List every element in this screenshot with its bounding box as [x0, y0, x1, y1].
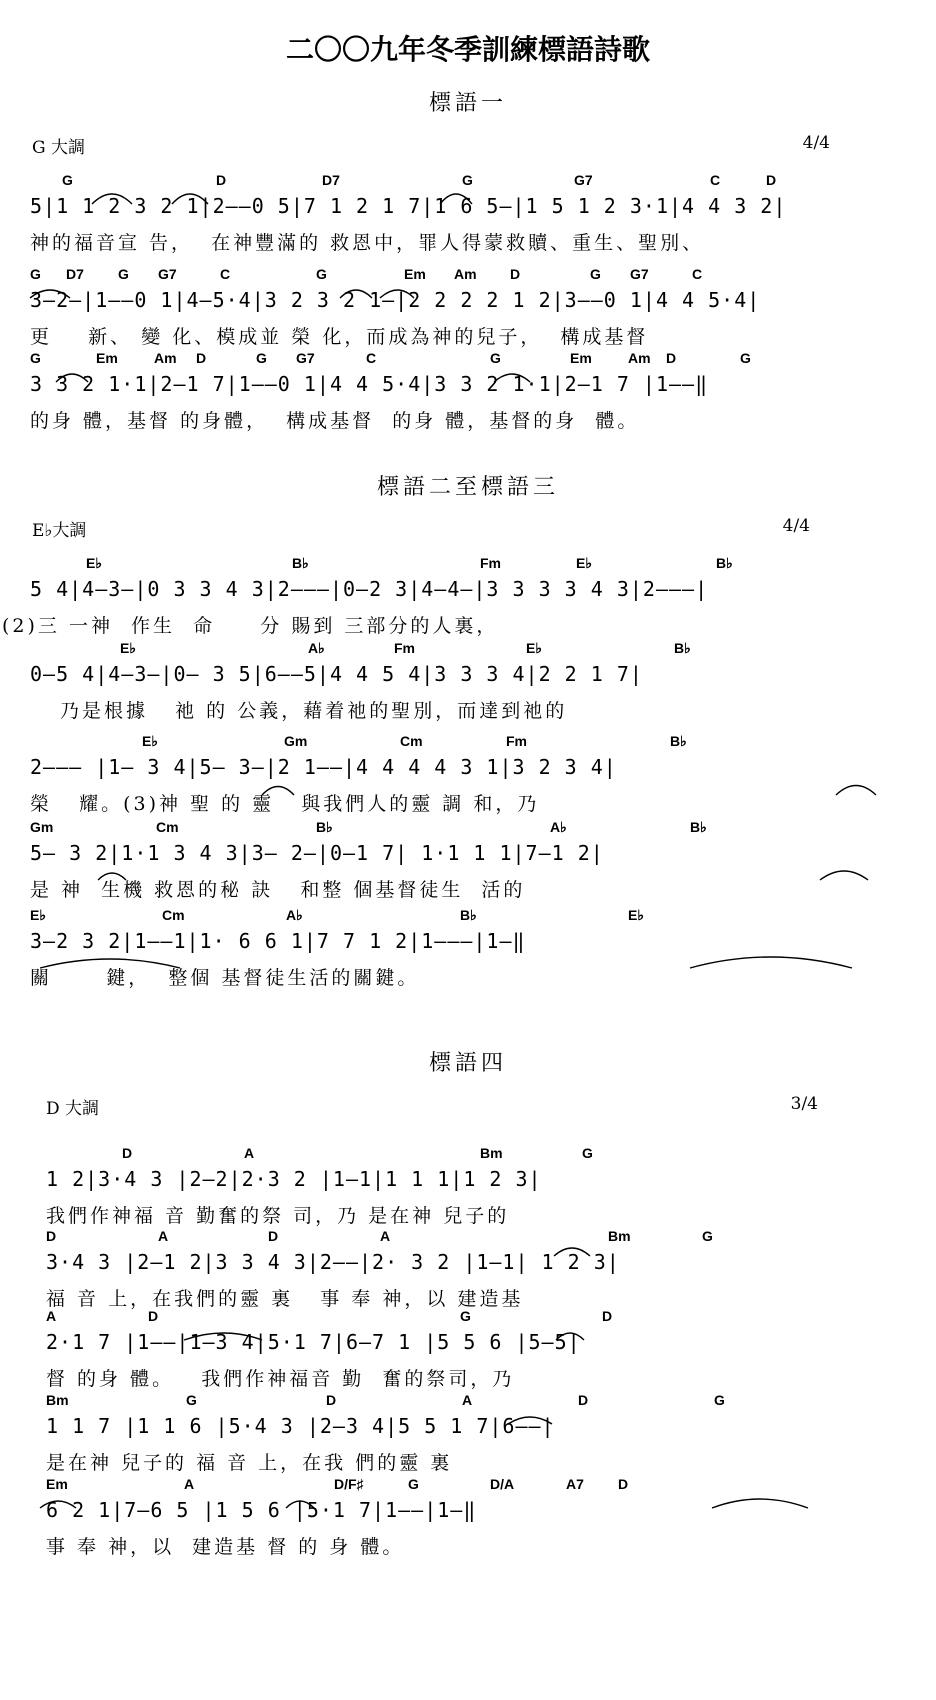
chord-symbol: G — [30, 266, 41, 282]
chord-symbol: D/F♯ — [334, 1476, 364, 1492]
numbered-notation: 6 2 1|7—6 5 |1 5 6 |5·1 7|1——|1—‖ — [46, 1498, 477, 1522]
chord-symbol: G — [462, 172, 473, 188]
lyrics-line: 是 神 生機 救恩的秘 訣 和整 個基督徒生 活的 — [30, 879, 526, 901]
chord-symbol: A — [184, 1476, 195, 1492]
chord-symbol: E♭ — [142, 733, 158, 749]
numbered-notation: 5— 3 2|1·1 3 4 3|3— 2—|0—1 7| 1·1 1 1|7—1 2| — [30, 841, 604, 865]
chord-symbol: B♭ — [716, 555, 733, 571]
chord-symbol: G — [740, 350, 751, 366]
chord-symbol: D — [602, 1308, 613, 1324]
chord-symbol: Cm — [156, 819, 179, 835]
key-signature: E♭大調 — [32, 521, 87, 541]
lyrics-line: 督 的身 體。 我們作神福音 勤 奮的祭司，乃 — [46, 1368, 515, 1390]
chord-symbol: G — [714, 1392, 725, 1408]
chord-symbol: A — [462, 1392, 473, 1408]
section-heading: 標語一 — [428, 91, 507, 116]
chord-symbol: Em — [46, 1476, 68, 1492]
chord-symbol: Cm — [400, 733, 423, 749]
chord-symbol: G — [30, 350, 41, 366]
numbered-notation: 2·1 7 |1——|1—3 4|5·1 7|6—7 1 |5 5 6 |5—5| — [46, 1330, 581, 1354]
numbered-notation: 2——— |1— 3 4|5— 3—|2 1——|4 4 4 4 3 1|3 2 3 4| — [30, 755, 617, 779]
chord-symbol: E♭ — [86, 555, 102, 571]
chord-symbol: A♭ — [308, 640, 325, 656]
chord-symbol: Bm — [46, 1392, 69, 1408]
chord-symbol: E♭ — [526, 640, 542, 656]
chord-symbol: A — [158, 1228, 169, 1244]
lyrics-line: 事 奉 神，以 建造基 督 的 身 體。 — [46, 1536, 405, 1558]
chord-symbol: C — [692, 266, 703, 282]
chord-symbol: Gm — [30, 819, 54, 835]
numbered-notation: 3 3 2 1·1|2—1 7|1——0 1|4 4 5·4|3 3 2 1·1|2—1 7 |1——‖ — [30, 372, 709, 396]
chord-symbol: Fm — [506, 733, 527, 749]
chord-symbol: B♭ — [670, 733, 687, 749]
chord-symbol: Bm — [480, 1145, 503, 1161]
chord-symbol: B♭ — [690, 819, 707, 835]
chord-symbol: G7 — [158, 266, 177, 282]
chord-symbol: D — [122, 1145, 133, 1161]
chord-symbol: D — [766, 172, 777, 188]
chord-symbol: G7 — [296, 350, 315, 366]
chord-symbol: D — [666, 350, 677, 366]
key-signature: G 大調 — [32, 138, 85, 158]
chord-symbol: D7 — [66, 266, 84, 282]
numbered-notation: 1 1 7 |1 1 6 |5·4 3 |2—3 4|5 5 1 7|6——| — [46, 1414, 555, 1438]
section-heading: 標語四 — [428, 1051, 507, 1076]
chord-symbol: D — [618, 1476, 629, 1492]
chord-symbol: E♭ — [576, 555, 592, 571]
time-signature: 4/4 — [782, 516, 810, 536]
chord-symbol: D — [216, 172, 227, 188]
time-signature: 3/4 — [790, 1094, 818, 1114]
chord-symbol: Fm — [394, 640, 415, 656]
numbered-notation: 5|1 1 2 3 2 1|2——0 5|7 1 2 1 7|1 6 5—|1 5 1 2 3·1|4 4 3 2| — [30, 194, 787, 218]
chord-symbol: D — [268, 1228, 279, 1244]
chord-symbol: C — [710, 172, 721, 188]
chord-symbol: G — [460, 1308, 471, 1324]
chord-symbol: Gm — [284, 733, 308, 749]
chord-symbol: D — [578, 1392, 589, 1408]
chord-symbol: D — [148, 1308, 159, 1324]
chord-symbol: A — [46, 1308, 57, 1324]
chord-symbol: D — [196, 350, 207, 366]
key-signature: D 大調 — [46, 1099, 100, 1119]
chord-symbol: G — [490, 350, 501, 366]
chord-symbol: G — [702, 1228, 713, 1244]
numbered-notation: 3·4 3 |2—1 2|3 3 4 3|2——|2· 3 2 |1—1| 1 2 3| — [46, 1250, 620, 1274]
chord-symbol: Em — [404, 266, 426, 282]
chord-symbol: Am — [154, 350, 177, 366]
lyrics-line: 是在神 兒子的 福 音 上，在我 們的靈 裏 — [46, 1452, 453, 1474]
chord-symbol: G — [256, 350, 267, 366]
chord-symbol: A♭ — [550, 819, 567, 835]
lyrics-line: 關 鍵， 整個 基督徒生活的關鍵。 — [30, 967, 420, 989]
chord-symbol: B♭ — [292, 555, 309, 571]
chord-symbol: A — [380, 1228, 391, 1244]
chord-symbol: B♭ — [674, 640, 691, 656]
chord-symbol: G — [316, 266, 327, 282]
chord-symbol: Am — [454, 266, 477, 282]
chord-symbol: G — [590, 266, 601, 282]
chord-symbol: G — [582, 1145, 593, 1161]
chord-symbol: G7 — [630, 266, 649, 282]
chord-symbol: G — [186, 1392, 197, 1408]
chord-symbol: Am — [628, 350, 651, 366]
chord-symbol: C — [220, 266, 231, 282]
chord-symbol: G — [62, 172, 73, 188]
chord-symbol: C — [366, 350, 377, 366]
chord-symbol: D7 — [322, 172, 340, 188]
chord-symbol: A♭ — [286, 907, 303, 923]
chord-symbol: E♭ — [628, 907, 644, 923]
numbered-notation: 5 4|4—3—|0 3 3 4 3|2———|0—2 3|4—4—|3 3 3 3 4 3|2———| — [30, 577, 709, 601]
lyrics-line: (2)三 一神 作生 命 分 賜到 三部分的人裏， — [2, 615, 499, 637]
numbered-notation: 0—5 4|4—3—|0— 3 5|6——5|4 4 5 4|3 3 3 4|2 2 1 7| — [30, 662, 643, 686]
chord-symbol: Fm — [480, 555, 501, 571]
chord-symbol: Cm — [162, 907, 185, 923]
chord-symbol: D — [326, 1392, 337, 1408]
chord-symbol: D — [510, 266, 521, 282]
chord-symbol: G — [118, 266, 129, 282]
numbered-notation: 3—2—|1——0 1|4—5·4|3 2 3 2 1—|2 2 2 2 1 2|3——0 1|4 4 5·4| — [30, 288, 761, 312]
lyrics-line: 福 音 上，在我們的靈 裏 事 奉 神，以 建造基 — [46, 1288, 524, 1310]
lyrics-line: 乃是根據 祂 的 公義，藉着祂的聖別，而達到祂的 — [60, 700, 568, 722]
lyrics-line: 的身 體，基督 的身體， 構成基督 的身 體，基督的身 體。 — [30, 410, 640, 432]
section-heading: 標語二至標語三 — [376, 475, 559, 500]
lyrics-line: 我們作神福 音 勤奮的祭 司，乃 是在神 兒子的 — [46, 1205, 510, 1227]
chord-symbol: E♭ — [120, 640, 136, 656]
chord-symbol: D — [46, 1228, 57, 1244]
chord-symbol: Em — [96, 350, 118, 366]
chord-symbol: B♭ — [316, 819, 333, 835]
lyrics-line: 神的福音宣 告， 在神豐滿的 救恩中，罪人得蒙救贖、重生、聖別、 — [30, 232, 705, 254]
chord-symbol: Bm — [608, 1228, 631, 1244]
lyrics-line: 榮 耀。(3)神 聖 的 靈 與我們人的靈 調 和，乃 — [30, 793, 540, 815]
chord-symbol: A — [244, 1145, 255, 1161]
chord-symbol: E♭ — [30, 907, 46, 923]
chord-symbol: Em — [570, 350, 592, 366]
time-signature: 4/4 — [802, 133, 830, 153]
chord-symbol: G7 — [574, 172, 593, 188]
numbered-notation: 1 2|3·4 3 |2—2|2·3 2 |1—1|1 1 1|1 2 3| — [46, 1167, 542, 1191]
chord-symbol: G — [408, 1476, 419, 1492]
chord-symbol: B♭ — [460, 907, 477, 923]
chord-symbol: A7 — [566, 1476, 584, 1492]
numbered-notation: 3—2 3 2|1——1|1· 6 6 1|7 7 1 2|1———|1—‖ — [30, 929, 526, 953]
lyrics-line: 更 新、 變 化、模成並 榮 化，而成為神的兒子， 構成基督 — [30, 326, 649, 348]
page-title: 二〇〇九年冬季訓練標語詩歌 — [285, 33, 650, 66]
chord-symbol: D/A — [490, 1476, 515, 1492]
